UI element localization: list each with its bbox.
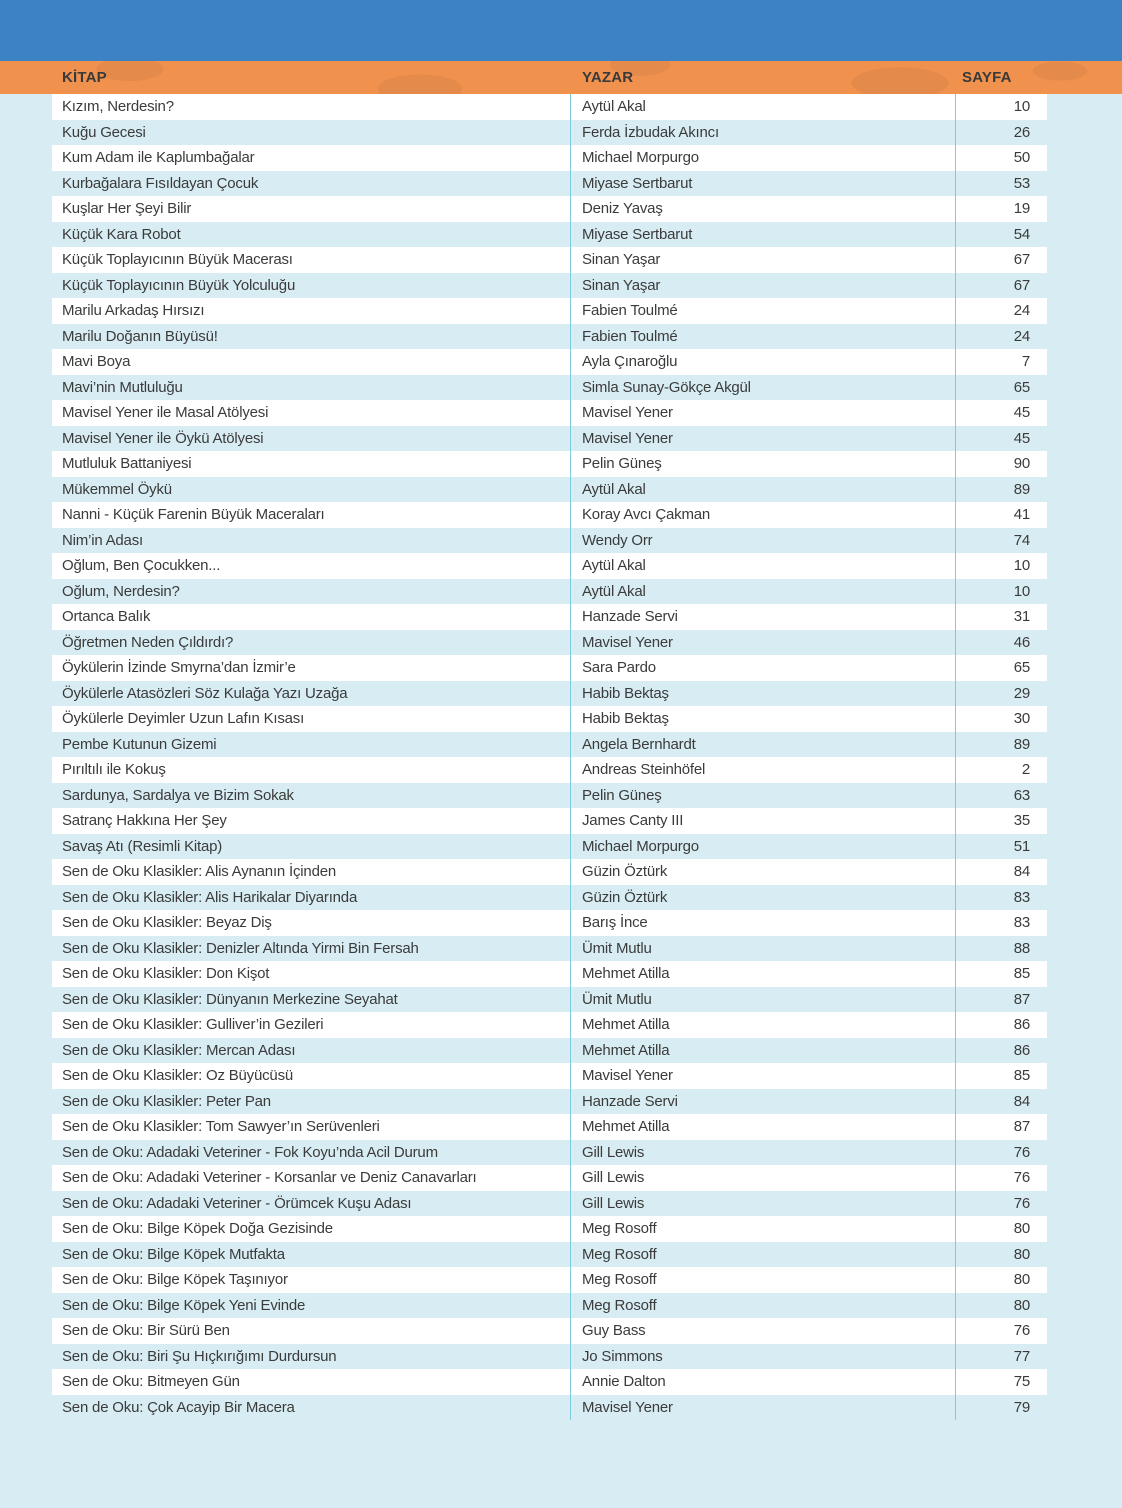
book-index-table <box>52 94 1047 1420</box>
book-title: Sen de Oku: Bilge Köpek Taşınıyor <box>52 1267 571 1293</box>
book-author: Aytül Akal <box>571 94 956 120</box>
table-row <box>52 706 1047 732</box>
book-author: Pelin Güneş <box>571 451 956 477</box>
table-row <box>52 681 1047 707</box>
book-page-number: 2 <box>1021 761 1030 778</box>
book-author: Miyase Sertbarut <box>571 171 956 197</box>
book-author: Gill Lewis <box>571 1165 956 1191</box>
book-author: Meg Rosoff <box>571 1267 956 1293</box>
table-row <box>52 961 1047 987</box>
book-author: Guy Bass <box>571 1318 956 1344</box>
book-author: Aytül Akal <box>571 553 956 579</box>
book-page-number: 76 <box>1013 1169 1030 1186</box>
book-page-number: 86 <box>1013 1041 1030 1059</box>
book-author: Barış İnce <box>571 910 956 936</box>
book-title: Nim’in Adası <box>52 528 571 554</box>
book-page-number: 80 <box>1013 1271 1030 1288</box>
table-row <box>52 1267 1047 1293</box>
book-author: Simla Sunay-Gökçe Akgül <box>571 375 956 401</box>
book-author: Deniz Yavaş <box>571 196 956 222</box>
book-page-number: 85 <box>1013 965 1030 982</box>
top-blue-bar <box>0 0 1122 61</box>
column-header-yazar: YAZAR <box>582 69 634 86</box>
book-page-number: 80 <box>1013 1296 1030 1314</box>
book-page-number: 80 <box>1013 1220 1030 1237</box>
book-title: Öykülerle Atasözleri Söz Kulağa Yazı Uzağa <box>52 681 571 707</box>
book-page-number: 84 <box>1013 863 1030 880</box>
book-title: Pırıltılı ile Kokuş <box>52 757 571 783</box>
book-page-number: 63 <box>1013 786 1030 804</box>
table-row <box>52 859 1047 885</box>
book-title: Kuşlar Her Şeyi Bilir <box>52 196 571 222</box>
table-row <box>52 451 1047 477</box>
table-row <box>52 1369 1047 1395</box>
book-author: Mehmet Atilla <box>571 1012 956 1038</box>
book-title: Öykülerin İzinde Smyrna’dan İzmir’e <box>52 655 571 681</box>
book-author: Meg Rosoff <box>571 1242 956 1268</box>
book-title: Oğlum, Ben Çocukken... <box>52 553 571 579</box>
table-row <box>52 1038 1047 1064</box>
book-author: Andreas Steinhöfel <box>571 757 956 783</box>
table-row <box>52 120 1047 146</box>
book-author: Koray Avcı Çakman <box>571 502 956 528</box>
book-page-number: 74 <box>1013 531 1030 549</box>
table-row <box>52 375 1047 401</box>
book-page-number: 86 <box>1013 1016 1030 1033</box>
book-author: Mavisel Yener <box>571 400 956 426</box>
book-title: Sen de Oku: Biri Şu Hıçkırığımı Durdursun <box>52 1344 571 1370</box>
book-title: Küçük Kara Robot <box>52 222 571 248</box>
book-page-number: 24 <box>1013 327 1030 345</box>
column-header-kitap: KİTAP <box>62 69 107 86</box>
table-row <box>52 936 1047 962</box>
book-title: Sen de Oku Klasikler: Peter Pan <box>52 1089 571 1115</box>
book-author: Wendy Orr <box>571 528 956 554</box>
book-page-number: 77 <box>1013 1347 1030 1365</box>
book-title: Sen de Oku: Bir Sürü Ben <box>52 1318 571 1344</box>
table-row <box>52 757 1047 783</box>
book-author: Mehmet Atilla <box>571 1114 956 1140</box>
book-title: Savaş Atı (Resimli Kitap) <box>52 834 571 860</box>
table-row <box>52 553 1047 579</box>
table-row <box>52 579 1047 605</box>
table-row <box>52 1165 1047 1191</box>
book-page-number: 46 <box>1013 633 1030 651</box>
book-author: Jo Simmons <box>571 1344 956 1370</box>
table-row <box>52 324 1047 350</box>
book-author: Aytül Akal <box>571 477 956 503</box>
table-row <box>52 1063 1047 1089</box>
book-author: Güzin Öztürk <box>571 885 956 911</box>
table-row <box>52 885 1047 911</box>
book-author: Mavisel Yener <box>571 426 956 452</box>
book-page-number: 67 <box>1013 276 1030 294</box>
book-page-number: 51 <box>1013 837 1030 855</box>
table-row <box>52 1318 1047 1344</box>
book-author: Michael Morpurgo <box>571 145 956 171</box>
table-row <box>52 1293 1047 1319</box>
book-title: Sen de Oku: Bitmeyen Gün <box>52 1369 571 1395</box>
book-title: Satranç Hakkına Her Şey <box>52 808 571 834</box>
book-page-number: 41 <box>1013 506 1030 523</box>
book-page-number: 76 <box>1013 1143 1030 1161</box>
table-row <box>52 1140 1047 1166</box>
table-row <box>52 604 1047 630</box>
book-author: Ümit Mutlu <box>571 987 956 1013</box>
book-author: Mavisel Yener <box>571 1395 956 1421</box>
column-header-sayfa: SAYFA <box>962 69 1012 86</box>
book-author: Sara Pardo <box>571 655 956 681</box>
book-title: Sen de Oku: Adadaki Veteriner - Korsanlar ve Deniz Canavarları <box>52 1165 571 1191</box>
book-title: Sardunya, Sardalya ve Bizim Sokak <box>52 783 571 809</box>
table-row <box>52 1089 1047 1115</box>
table-row <box>52 273 1047 299</box>
book-page-number: 87 <box>1013 990 1030 1008</box>
table-row <box>52 1012 1047 1038</box>
book-title: Sen de Oku Klasikler: Alis Aynanın İçinden <box>52 859 571 885</box>
book-title: Sen de Oku Klasikler: Gulliver’in Gezileri <box>52 1012 571 1038</box>
book-page-number: 19 <box>1013 200 1030 217</box>
table-row <box>52 349 1047 375</box>
book-page-number: 10 <box>1013 582 1030 600</box>
book-author: Meg Rosoff <box>571 1216 956 1242</box>
book-page-number: 26 <box>1013 123 1030 141</box>
book-page-number: 29 <box>1013 684 1030 702</box>
book-page-number: 65 <box>1013 378 1030 396</box>
table-row <box>52 732 1047 758</box>
book-page-number: 75 <box>1013 1373 1030 1390</box>
book-author: James Canty III <box>571 808 956 834</box>
book-title: Sen de Oku Klasikler: Mercan Adası <box>52 1038 571 1064</box>
table-row <box>52 783 1047 809</box>
book-title: Sen de Oku Klasikler: Oz Büyücüsü <box>52 1063 571 1089</box>
book-title: Oğlum, Nerdesin? <box>52 579 571 605</box>
book-title: Sen de Oku: Bilge Köpek Yeni Evinde <box>52 1293 571 1319</box>
book-page-number: 10 <box>1013 557 1030 574</box>
book-author: Sinan Yaşar <box>571 247 956 273</box>
table-row <box>52 426 1047 452</box>
book-author: Miyase Sertbarut <box>571 222 956 248</box>
table-row <box>52 400 1047 426</box>
book-author: Ferda İzbudak Akıncı <box>571 120 956 146</box>
book-title: Sen de Oku: Bilge Köpek Mutfakta <box>52 1242 571 1268</box>
book-author: Mavisel Yener <box>571 1063 956 1089</box>
book-title: Kum Adam ile Kaplumbağalar <box>52 145 571 171</box>
book-title: Sen de Oku Klasikler: Don Kişot <box>52 961 571 987</box>
book-title: Küçük Toplayıcının Büyük Macerası <box>52 247 571 273</box>
table-row <box>52 910 1047 936</box>
table-row <box>52 502 1047 528</box>
book-title: Mutluluk Battaniyesi <box>52 451 571 477</box>
book-author: Hanzade Servi <box>571 1089 956 1115</box>
book-author: Gill Lewis <box>571 1191 956 1217</box>
book-title: Sen de Oku Klasikler: Alis Harikalar Diyarında <box>52 885 571 911</box>
book-author: Michael Morpurgo <box>571 834 956 860</box>
table-row <box>52 1395 1047 1421</box>
book-title: Marilu Arkadaş Hırsızı <box>52 298 571 324</box>
book-author: Aytül Akal <box>571 579 956 605</box>
book-title: Mavisel Yener ile Masal Atölyesi <box>52 400 571 426</box>
book-title: Sen de Oku: Bilge Köpek Doğa Gezisinde <box>52 1216 571 1242</box>
book-author: Fabien Toulmé <box>571 324 956 350</box>
table-row <box>52 145 1047 171</box>
book-page-number: 50 <box>1013 149 1030 166</box>
book-title: Kızım, Nerdesin? <box>52 94 571 120</box>
book-page-number: 31 <box>1013 608 1030 625</box>
book-page-number: 67 <box>1013 251 1030 268</box>
book-title: Sen de Oku Klasikler: Dünyanın Merkezine Seyahat <box>52 987 571 1013</box>
book-author: Angela Bernhardt <box>571 732 956 758</box>
book-title: Sen de Oku: Adadaki Veteriner - Fok Koyu’nda Acil Durum <box>52 1140 571 1166</box>
book-page-number: 89 <box>1013 735 1030 753</box>
book-title: Öğretmen Neden Çıldırdı? <box>52 630 571 656</box>
book-page-number: 83 <box>1013 888 1030 906</box>
book-page-number: 85 <box>1013 1067 1030 1084</box>
table-row <box>52 987 1047 1013</box>
table-row <box>52 196 1047 222</box>
book-author: Mehmet Atilla <box>571 961 956 987</box>
book-author: Gill Lewis <box>571 1140 956 1166</box>
table-row <box>52 655 1047 681</box>
book-title: Mavi Boya <box>52 349 571 375</box>
book-title: Öykülerle Deyimler Uzun Lafın Kısası <box>52 706 571 732</box>
book-title: Nanni - Küçük Farenin Büyük Maceraları <box>52 502 571 528</box>
book-author: Mavisel Yener <box>571 630 956 656</box>
book-title: Kurbağalara Fısıldayan Çocuk <box>52 171 571 197</box>
book-title: Sen de Oku Klasikler: Beyaz Diş <box>52 910 571 936</box>
book-author: Güzin Öztürk <box>571 859 956 885</box>
book-page-number: 87 <box>1013 1118 1030 1135</box>
book-page-number: 79 <box>1013 1398 1030 1416</box>
table-row <box>52 298 1047 324</box>
book-page-number: 90 <box>1013 455 1030 472</box>
table-row <box>52 477 1047 503</box>
book-title: Kuğu Gecesi <box>52 120 571 146</box>
book-page-number: 45 <box>1013 404 1030 421</box>
book-title: Küçük Toplayıcının Büyük Yolculuğu <box>52 273 571 299</box>
book-title: Sen de Oku: Adadaki Veteriner - Örümcek Kuşu Adası <box>52 1191 571 1217</box>
book-author: Habib Bektaş <box>571 681 956 707</box>
book-author: Mehmet Atilla <box>571 1038 956 1064</box>
book-page-number: 45 <box>1013 429 1030 447</box>
book-author: Fabien Toulmé <box>571 298 956 324</box>
book-page-number: 76 <box>1013 1322 1030 1339</box>
book-page-number: 88 <box>1013 939 1030 957</box>
book-page-number: 30 <box>1013 710 1030 727</box>
book-author: Pelin Güneş <box>571 783 956 809</box>
table-row <box>52 808 1047 834</box>
book-page-number: 84 <box>1013 1092 1030 1110</box>
table-row <box>52 94 1047 120</box>
book-author: Sinan Yaşar <box>571 273 956 299</box>
book-page-number: 24 <box>1013 302 1030 319</box>
book-title: Pembe Kutunun Gizemi <box>52 732 571 758</box>
table-row <box>52 630 1047 656</box>
book-page-number: 65 <box>1013 659 1030 676</box>
book-page-number: 54 <box>1013 225 1030 243</box>
book-title: Ortanca Balık <box>52 604 571 630</box>
book-page-number: 80 <box>1013 1245 1030 1263</box>
book-author: Hanzade Servi <box>571 604 956 630</box>
table-row <box>52 1242 1047 1268</box>
book-author: Ümit Mutlu <box>571 936 956 962</box>
book-author: Meg Rosoff <box>571 1293 956 1319</box>
book-author: Annie Dalton <box>571 1369 956 1395</box>
table-header-band <box>0 61 1122 94</box>
book-page-number: 7 <box>1021 353 1030 370</box>
book-page-number: 83 <box>1013 914 1030 931</box>
book-author: Habib Bektaş <box>571 706 956 732</box>
table-row <box>52 528 1047 554</box>
table-row <box>52 171 1047 197</box>
book-title: Marilu Doğanın Büyüsü! <box>52 324 571 350</box>
table-row <box>52 1216 1047 1242</box>
book-page-number: 89 <box>1013 480 1030 498</box>
table-row <box>52 834 1047 860</box>
book-page-number: 35 <box>1013 812 1030 829</box>
book-author: Ayla Çınaroğlu <box>571 349 956 375</box>
book-title: Sen de Oku Klasikler: Tom Sawyer’ın Serüvenleri <box>52 1114 571 1140</box>
book-title: Sen de Oku: Çok Acayip Bir Macera <box>52 1395 571 1421</box>
book-page-number: 53 <box>1013 174 1030 192</box>
table-row <box>52 1344 1047 1370</box>
book-page-number: 10 <box>1013 98 1030 115</box>
table-row <box>52 247 1047 273</box>
book-title: Mavisel Yener ile Öykü Atölyesi <box>52 426 571 452</box>
book-title: Sen de Oku Klasikler: Denizler Altında Yirmi Bin Fersah <box>52 936 571 962</box>
table-row <box>52 1114 1047 1140</box>
table-row <box>52 222 1047 248</box>
book-title: Mükemmel Öykü <box>52 477 571 503</box>
book-page-number: 76 <box>1013 1194 1030 1212</box>
table-row <box>52 1191 1047 1217</box>
book-title: Mavi’nin Mutluluğu <box>52 375 571 401</box>
